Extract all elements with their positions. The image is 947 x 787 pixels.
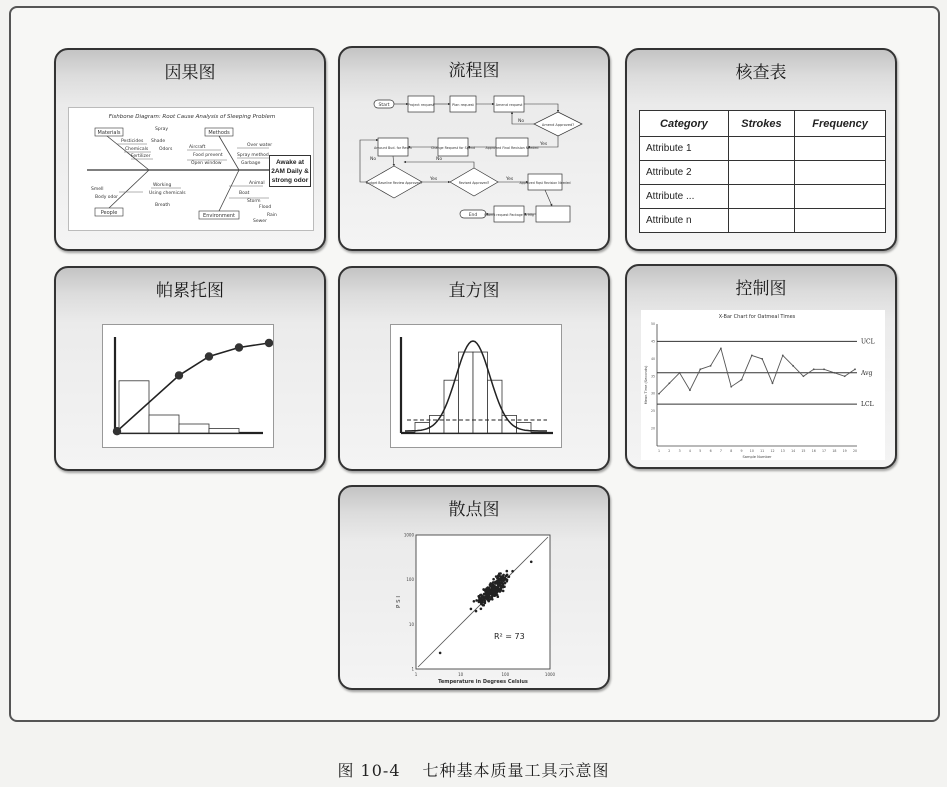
control-x-tick: 7 [719,449,722,453]
label-odors: Odors [159,147,173,152]
scatter-point [502,582,505,585]
control-y-tick: 50 [650,322,655,326]
flow-no-2: No [436,157,443,162]
control-point [658,393,660,395]
card-title-scatter: 散点图 [448,500,500,520]
fishbone-diagram-title: Fishbone Diagram: Root Cause Analysis of Sleeping Problem [108,114,276,120]
scatter-point [503,576,506,579]
scatter-point [506,574,509,577]
checksheet-row-label: Attribute ... [640,185,729,209]
control-y-tick: 25 [650,409,655,414]
label-open-window: Open window [191,161,222,166]
scatter-point [496,594,499,597]
scatter-x-tick: 1 [414,672,418,677]
pareto-panel [102,324,274,448]
card-title-flowchart: 流程图 [448,61,500,81]
histogram-bar [430,415,445,433]
scatter-point [495,575,498,578]
scatter-point [506,570,509,573]
label-fertilizer: Fertilizer [131,154,151,159]
control-x-tick: 1 [657,449,661,453]
control-y-tick: 20 [650,426,655,431]
control-point [761,358,763,360]
control-ucl-label: UCL [861,338,875,346]
control-x-tick: 12 [770,449,775,453]
control-x-tick: 6 [709,449,712,453]
control-x-label: Sample Number [742,455,772,459]
control-data-line [659,348,855,393]
scatter-panel [390,527,562,685]
scatter-chart [390,527,562,685]
label-boat: Boat [239,191,250,196]
control-x-tick: 8 [730,449,733,453]
label-over-water: Over water [247,143,273,148]
scatter-point [508,576,511,579]
label-rain: Rain [267,213,277,218]
caption-text: 七种基本质量工具示意图 [422,761,610,780]
pareto-bar [179,424,209,433]
control-x-tick: 9 [740,449,743,453]
control-point [699,368,701,370]
bone-people [109,170,149,208]
control-x-tick: 14 [791,449,796,453]
control-y-tick: 45 [650,339,655,344]
control-chart-title: X-Bar Chart for Oatmeal Times [718,314,796,320]
flow-yes-2: Yes [430,177,438,182]
scatter-point [489,588,492,591]
label-materials: Materials [97,130,121,136]
label-animal: Animal [249,181,265,186]
card-title-control-chart: 控制图 [735,279,787,299]
label-smell: Smell [91,187,104,192]
control-x-tick: 15 [801,449,806,453]
flow-yes-1: Yes [540,142,548,147]
control-x-tick: 19 [842,449,847,453]
card-control-chart [625,264,897,469]
scatter-point [486,592,489,595]
pareto-point [235,343,243,351]
scatter-point [495,589,498,592]
control-point [679,372,681,374]
scatter-point [500,579,503,582]
card-title-histogram: 直方图 [448,281,500,301]
control-point [772,382,774,384]
scatter-point [439,652,442,655]
scatter-point [482,598,485,601]
scatter-y-tick: 100 [406,577,414,583]
control-chart [641,310,885,460]
control-x-tick: 2 [668,449,671,453]
scatter-point [478,600,481,603]
card-cause-effect [54,48,326,251]
scatter-point [485,596,488,599]
label-using-chemicals: Using chemicals [149,191,186,196]
flow-decision-3: Budget Baseline Review Approved? [365,181,423,185]
caption-figure-number: 图 10-4 [337,761,401,780]
scatter-point [502,574,505,577]
pareto-bar [209,429,239,434]
control-x-tick: 11 [760,449,765,453]
histogram-bar [502,415,517,433]
label-spray: Spray [155,127,168,132]
scatter-x-label: Temperature in Degrees Celsius [438,679,528,685]
scatter-point [491,595,494,598]
label-breath: Breath [155,203,170,208]
checksheet-table [639,110,886,233]
flow-box-7: Approved Rqst Revision Needed [519,181,571,185]
control-point [782,354,784,356]
flow-decision-1: Amend Approved? [541,123,575,127]
flow-start: Start [378,103,390,108]
control-x-tick: 3 [678,449,681,453]
scatter-x-tick: 1000 [544,672,556,677]
control-point [751,354,753,356]
label-storm: Storm [247,199,261,204]
scatter-point [511,570,514,573]
scatter-point [501,586,504,589]
flow-box-6: Approved Final Revision Needed [485,146,539,150]
figure-caption [0,758,947,781]
control-avg-label: Avg [861,369,873,377]
checksheet-header-strokes: Strokes [728,111,794,137]
flow-box-4: Amount Bud. for Resch [374,146,412,150]
card-pareto [54,266,326,471]
scatter-y-label: P S I [396,596,402,608]
histogram-bar [415,422,430,433]
control-point [741,379,743,381]
control-x-tick: 4 [688,449,691,453]
label-people: People [100,210,118,216]
scatter-point [480,594,483,597]
scatter-x-tick: 100 [501,672,510,677]
label-body-odor: Body odor [95,195,119,200]
flow-box-1: Project request [407,103,435,107]
scatter-point [499,583,502,586]
scatter-point [492,578,495,581]
label-pesticides: Pesticides [121,139,144,144]
pareto-point [205,352,213,360]
control-point [833,372,835,374]
scatter-point [475,610,478,613]
checksheet-table-wrap [639,110,886,233]
scatter-point [482,604,485,607]
pareto-bar [149,415,179,433]
flow-end: End [468,213,478,218]
card-histogram [338,266,610,471]
scatter-point [498,580,501,583]
scatter-annotation: R² = 73 [494,632,525,641]
label-methods: Methods [208,130,230,136]
pareto-chart [103,325,274,448]
label-flood: Flood [259,205,272,210]
control-lcl-label: LCL [861,401,874,409]
label-garbage: Garbage [241,161,261,166]
scatter-x-tick: 10 [458,672,464,677]
control-point [710,365,712,367]
scatter-y-tick: 10 [408,621,414,627]
effect-box: Awake at 2AM Daily & strong odor [269,155,311,187]
card-scatter [338,485,610,690]
control-x-tick: 10 [749,449,754,453]
label-aircraft: Aircraft [189,145,206,150]
card-title-pareto: 帕累托图 [156,281,224,301]
label-spray-method: Spray method [237,153,269,158]
flow-box-8: Submit request Package to Mfg [484,213,534,217]
flow-no-1: No [518,119,525,124]
flow-yes-3: Yes [506,177,514,182]
scatter-point [483,589,486,592]
control-y-tick: 35 [650,374,655,379]
flow-box-5: Change Request for Spend [430,146,476,150]
checksheet-row-label: Attribute 1 [640,137,729,161]
scatter-point [487,587,490,590]
control-point [854,368,856,370]
flow-box-2: Plan request [452,103,474,107]
label-working: Working [153,183,172,188]
scatter-point [492,585,495,588]
checksheet-row-label: Attribute n [640,209,729,233]
card-checksheet [625,48,897,251]
control-x-tick: 13 [780,449,785,453]
scatter-point [500,576,503,579]
histogram-panel [390,324,562,448]
fishbone-panel [68,107,314,231]
scatter-point [495,582,498,585]
control-point [844,375,846,377]
checksheet-header-category: Category [640,111,729,137]
control-panel [641,310,885,460]
histogram-bar [517,422,532,433]
flowchart-diagram [352,88,600,238]
control-point [803,375,805,377]
scatter-point [480,608,483,611]
checksheet-header-frequency: Frequency [795,111,886,137]
pareto-point [113,427,121,435]
control-x-tick: 5 [699,449,702,453]
control-point [813,368,815,370]
card-flowchart [338,46,610,251]
control-point [792,365,794,367]
flow-box-3: Amend request [495,103,523,107]
label-environment: Environment [203,213,235,219]
scatter-y-tick: 1000 [403,532,414,538]
scatter-point [470,608,473,611]
scatter-point [530,561,533,564]
card-title-checksheet: 核查表 [735,63,787,83]
control-x-tick: 20 [852,449,858,453]
control-y-tick: 40 [650,356,655,361]
pareto-point [175,371,183,379]
pareto-point [265,339,273,347]
control-point [720,348,722,350]
control-x-tick: 18 [832,449,837,453]
bone-environment [219,170,239,211]
control-point [668,382,670,384]
control-x-tick: 17 [822,449,827,453]
scatter-point [491,590,494,593]
scatter-y-tick: 1 [411,666,414,672]
scatter-point [491,588,494,591]
control-y-label: Mean Time (Seconds) [644,365,648,405]
control-point [823,368,825,370]
control-y-tick: 30 [650,391,655,396]
label-chemicals: Chemicals [125,147,149,152]
scatter-point [491,598,494,601]
label-sewer: Sewer [253,219,267,224]
scatter-point [473,600,476,603]
flow-decision-4: Revised Approved? [458,181,490,185]
control-point [689,389,691,391]
scatter-point [502,590,505,593]
label-shade: Shade [151,139,166,144]
card-title-cause-effect: 因果图 [164,63,216,83]
label-food-prevent: Food prevent [193,153,223,158]
control-x-tick: 16 [811,449,816,453]
flow-no-3: No [370,157,377,162]
control-point [730,386,732,388]
checksheet-row-label: Attribute 2 [640,161,729,185]
histogram-chart [391,325,562,448]
